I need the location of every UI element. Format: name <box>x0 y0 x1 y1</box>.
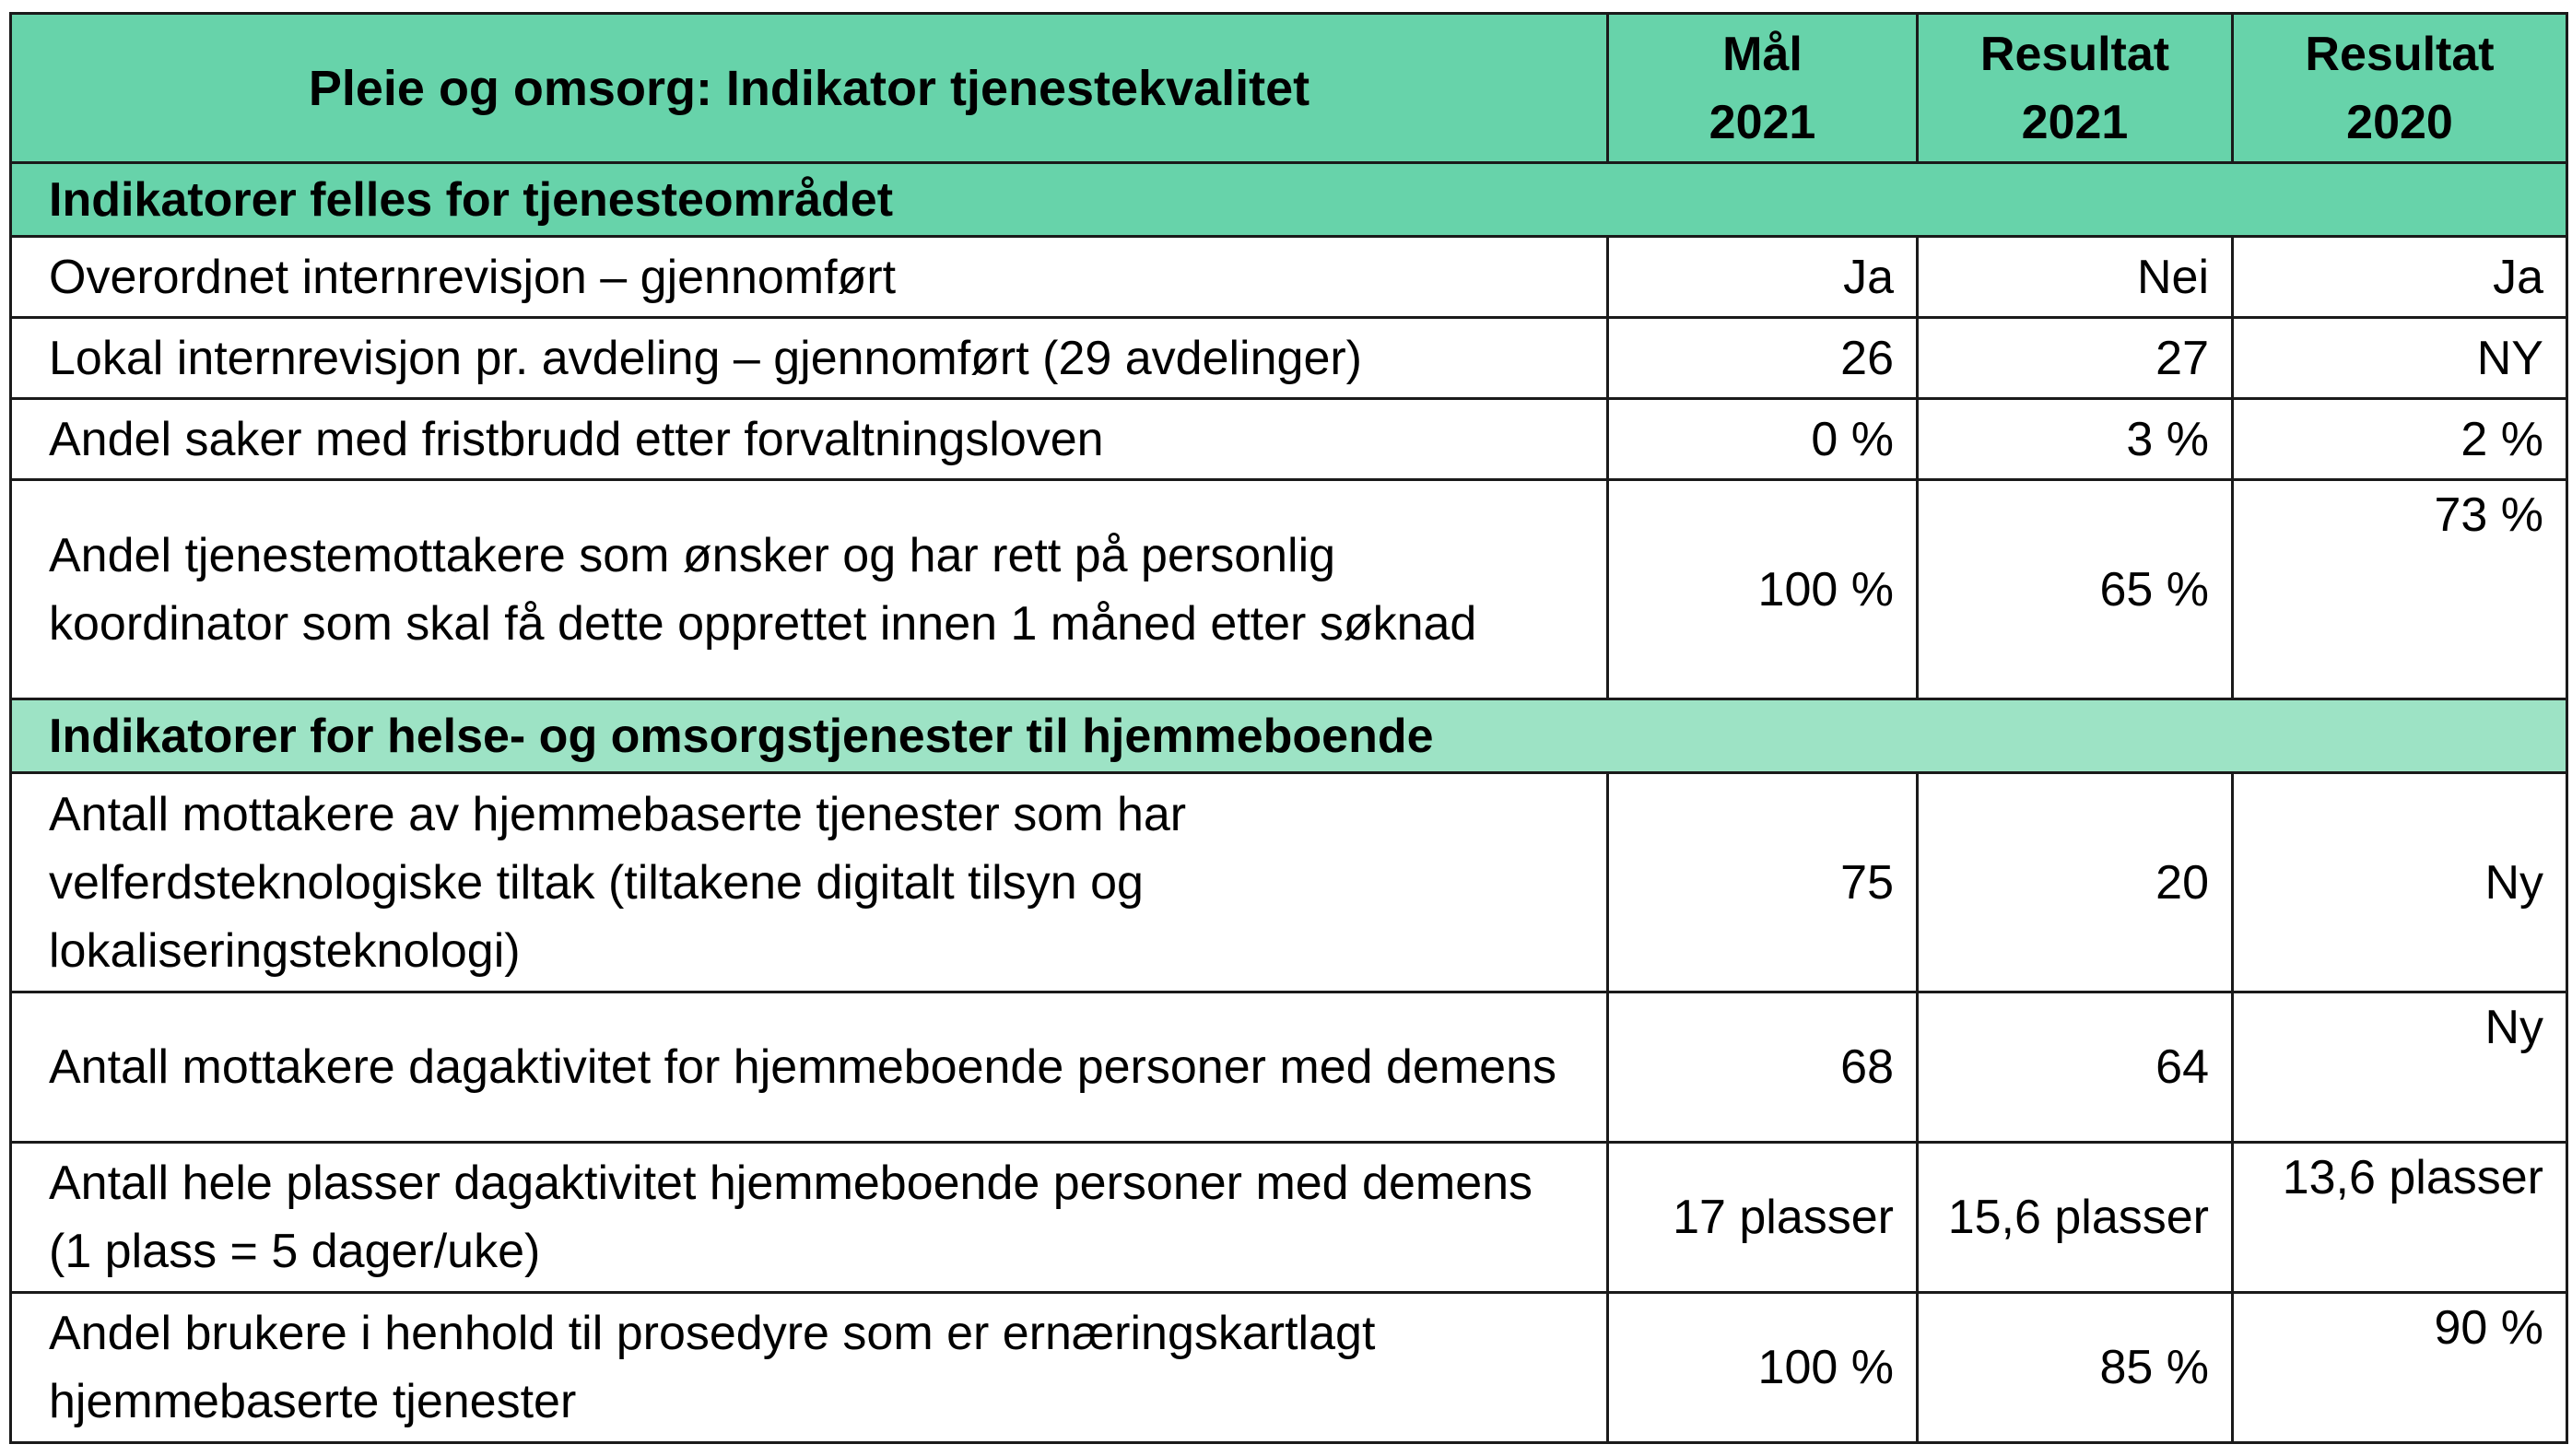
table-row <box>11 237 2567 318</box>
result-2021-cell: 64 <box>1918 992 2233 1143</box>
table-row <box>11 399 2567 480</box>
goal-2021-cell: 75 <box>1608 773 1918 992</box>
table-row <box>11 773 2567 992</box>
indicator-label: Andel brukere i henhold til prosedyre som er ernæringskartlagt hjemmebaserte tjenester <box>11 1293 1608 1443</box>
result-2021-cell: 20 <box>1918 773 2233 992</box>
indicator-label: Overordnet internrevisjon – gjennomført <box>11 237 1608 318</box>
result-2020-cell: NY <box>2233 318 2567 399</box>
result-2021-cell: 85 % <box>1918 1293 2233 1443</box>
table-row <box>11 1143 2567 1293</box>
goal-2021-cell: 17 plasser <box>1608 1143 1918 1293</box>
section-title: Indikatorer felles for tjenesteområdet <box>11 163 2567 237</box>
table-row <box>11 480 2567 699</box>
result-2021-cell: 65 % <box>1918 480 2233 699</box>
column-header-goal-2021 <box>1608 14 1918 163</box>
result-2021-cell: Nei <box>1918 237 2233 318</box>
indicator-label: Andel saker med fristbrudd etter forvaltningsloven <box>11 399 1608 480</box>
goal-2021-cell: 0 % <box>1608 399 1918 480</box>
column-header-result-2021 <box>1918 14 2233 163</box>
result-2021-cell: 3 % <box>1918 399 2233 480</box>
goal-2021-cell: 100 % <box>1608 480 1918 699</box>
result-2020-cell: 73 % <box>2233 480 2567 699</box>
table-row <box>11 1293 2567 1443</box>
goal-2021-cell: Ja <box>1608 237 1918 318</box>
indicator-label: Andel tjenestemottakere som ønsker og har rett på personlig koordinator som skal få dette opprettet innen 1 måned etter søknad <box>11 480 1608 699</box>
indicator-label: Lokal internrevisjon pr. avdeling – gjennomført (29 avdelinger) <box>11 318 1608 399</box>
section-header-row <box>11 163 2567 237</box>
section-title: Indikatorer for helse- og omsorgstjenester til hjemmeboende <box>11 699 2567 773</box>
table-title: Pleie og omsorg: Indikator tjenestekvalitet <box>11 14 1608 163</box>
result-2021-cell: 15,6 plasser <box>1918 1143 2233 1293</box>
indicator-label: Antall mottakere av hjemmebaserte tjenester som har velferdsteknologiske tiltak (tiltakene digitalt tilsyn og lokaliseringsteknologi) <box>11 773 1608 992</box>
result-2020-cell: Ny <box>2233 992 2567 1143</box>
result-2020-cell: 90 % <box>2233 1293 2567 1443</box>
column-header-result21-line1: Resultat <box>1979 27 2170 81</box>
goal-2021-cell: 68 <box>1608 992 1918 1143</box>
table-row <box>11 318 2567 399</box>
column-header-result20-line1: Resultat <box>2305 27 2495 81</box>
indicator-label: Antall hele plasser dagaktivitet hjemmeboende personer med demens (1 plass = 5 dager/uke) <box>11 1143 1608 1293</box>
table-row <box>11 992 2567 1143</box>
column-header-result-2020 <box>2233 14 2567 163</box>
column-header-goal-line1: Mål <box>1722 27 1803 81</box>
column-header-result20-line2: 2020 <box>2346 95 2453 149</box>
result-2020-cell: 13,6 plasser <box>2233 1143 2567 1293</box>
indicator-table <box>9 12 2568 1444</box>
goal-2021-cell: 26 <box>1608 318 1918 399</box>
column-header-goal-line2: 2021 <box>1709 95 1816 149</box>
indicator-label: Antall mottakere dagaktivitet for hjemmeboende personer med demens <box>11 992 1608 1143</box>
result-2020-cell: Ja <box>2233 237 2567 318</box>
result-2020-cell: 2 % <box>2233 399 2567 480</box>
column-header-result21-line2: 2021 <box>2021 95 2129 149</box>
result-2021-cell: 27 <box>1918 318 2233 399</box>
result-2020-cell: Ny <box>2233 773 2567 992</box>
section-header-row <box>11 699 2567 773</box>
table-header-row <box>11 14 2567 163</box>
goal-2021-cell: 100 % <box>1608 1293 1918 1443</box>
